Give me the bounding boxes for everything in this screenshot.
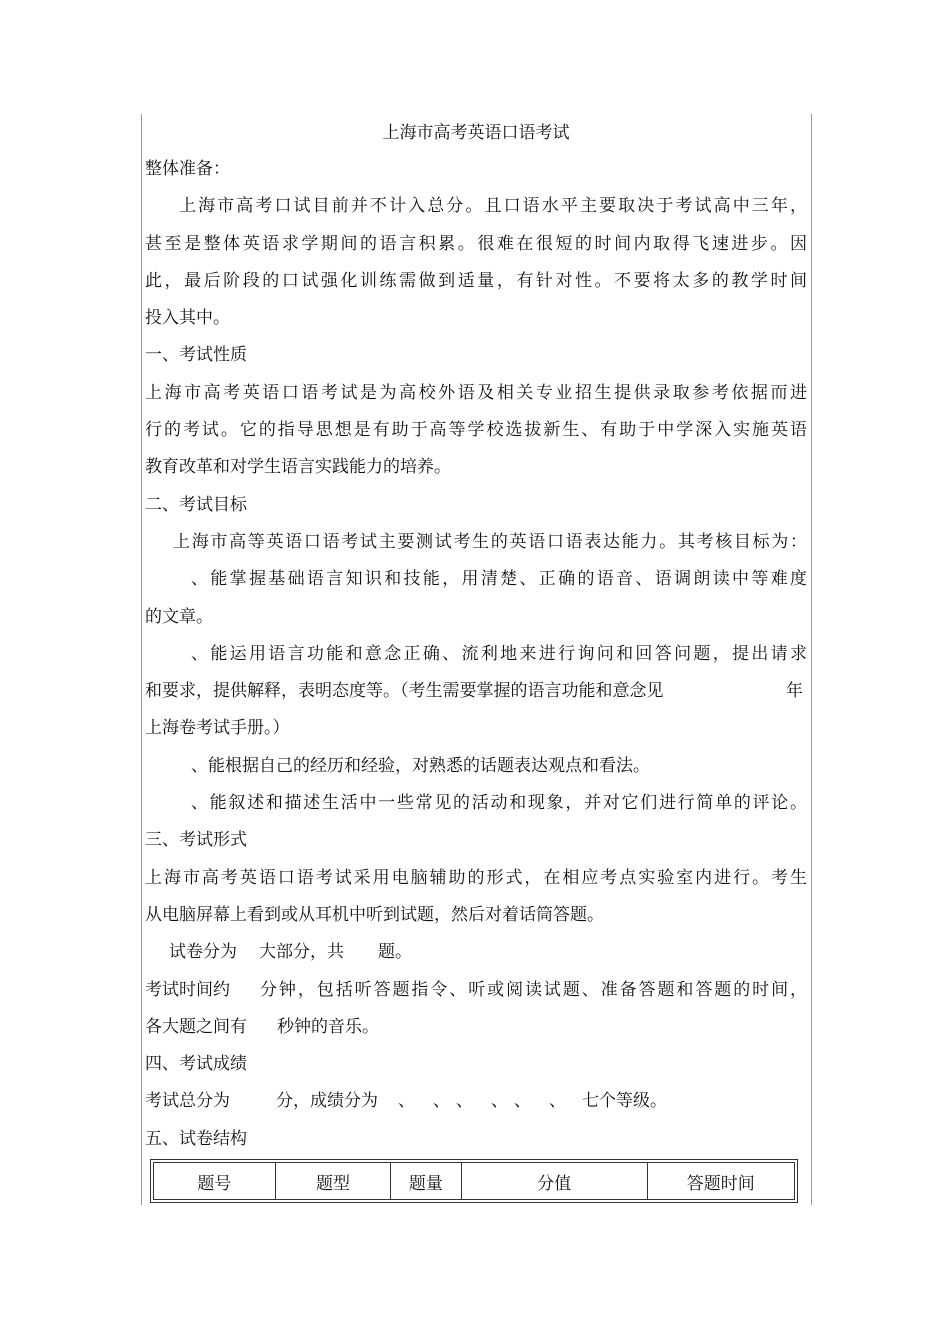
paragraph-line: 从电脑屏幕上看到或从耳机中听到试题，然后对着话筒答题。 (145, 904, 604, 925)
paragraph-line: 上海市高考英语口语考试是为高校外语及相关专业招生提供录取参考依据而进 (145, 382, 807, 403)
text-fragment: 秒钟的音乐。 (277, 1016, 379, 1037)
text-fragment: 试卷分为 (169, 942, 237, 963)
paragraph-line (145, 934, 807, 971)
table-header-cell: 题量 (391, 1163, 462, 1200)
section-heading: 四、考试成绩 (145, 1054, 247, 1075)
text-fragment: 七个等级。 (582, 1091, 667, 1112)
text-fragment: 分，成绩分为 (276, 1091, 378, 1112)
paragraph-line (145, 1083, 807, 1120)
list-item-line: 的文章。 (145, 606, 213, 627)
table-header-row (154, 1163, 795, 1200)
paragraph-line: 行的考试。它的指导思想是有助于高等学校选拔新生、有助于中学深入实施英语 (145, 420, 807, 441)
paragraph-line (145, 972, 807, 1009)
text-fragment: 年 (786, 681, 803, 702)
section-heading: 一、考试性质 (145, 345, 247, 366)
grade-separator: 、 (514, 1091, 531, 1112)
text-fragment: 考试总分为 (145, 1091, 230, 1112)
document-title: 上海市高考英语口语考试 (382, 123, 570, 143)
paragraph-line: 上海市高考口试目前并不计入总分。且口语水平主要取决于考试高中三年， (179, 196, 807, 217)
exam-structure-table (150, 1159, 798, 1203)
table-header-cell: 答题时间 (647, 1163, 794, 1200)
grade-separator: 、 (491, 1091, 508, 1112)
text-fragment: 和要求，提供解释，表明态度等。（考生需要掌握的语言功能和意念见 (145, 681, 664, 702)
section-overall-prep: 整体准备： (145, 159, 230, 179)
section-heading: 三、考试形式 (145, 830, 247, 851)
paragraph-line (145, 1009, 807, 1046)
list-item-line: 、能根据自己的经历和经验，对熟悉的话题表达观点和看法。 (191, 755, 650, 776)
grade-separator: 、 (433, 1091, 450, 1112)
grade-separator: 、 (398, 1091, 415, 1112)
document-body (145, 115, 807, 1158)
section-heading: 五、试卷结构 (145, 1128, 247, 1149)
text-fragment: 考试时间约 (145, 979, 230, 1000)
list-item-line: 、能运用语言功能和意念正确、流利地来进行询问和回答问题，提出请求 (191, 643, 807, 664)
list-item-line: 、能掌握基础语言知识和技能，用清楚、正确的语音、语调朗读中等难度 (191, 569, 807, 590)
text-fragment: 大部分，共 (259, 942, 344, 963)
table-header-cell: 分值 (461, 1163, 647, 1200)
list-item-line: 、能叙述和描述生活中一些常见的活动和现象，并对它们进行简单的评论。 (191, 793, 807, 814)
list-item-line (145, 673, 807, 710)
grade-separator: 、 (456, 1091, 473, 1112)
text-fragment: 题。 (378, 942, 412, 963)
paragraph-line: 上海市高等英语口语考试主要测试考生的英语口语表达能力。其考核目标为： (173, 531, 807, 552)
text-fragment: 分钟，包括听答题指令、听或阅读试题、准备答题和答题的时间， (260, 979, 807, 1000)
grade-separator: 、 (549, 1091, 566, 1112)
table-header-cell: 题号 (154, 1163, 276, 1200)
paragraph-line: 上海市高考英语口语考试采用电脑辅助的形式，在相应考点实验室内进行。考生 (145, 867, 807, 888)
text-fragment: 各大题之间有 (145, 1016, 247, 1037)
paragraph-line: 此，最后阶段的口试强化训练需做到适量，有针对性。不要将太多的教学时间 (145, 270, 807, 291)
paragraph-line: 投入其中。 (145, 308, 230, 329)
list-item-line: 上海卷考试手册。） (145, 718, 290, 739)
paragraph-line: 教育改革和对学生语言实践能力的培养。 (145, 457, 451, 478)
section-heading: 二、考试目标 (145, 494, 247, 515)
paragraph-line: 甚至是整体英语求学期间的语言积累。很难在很短的时间内取得飞速进步。因 (145, 233, 807, 254)
table-header-cell: 题型 (275, 1163, 390, 1200)
